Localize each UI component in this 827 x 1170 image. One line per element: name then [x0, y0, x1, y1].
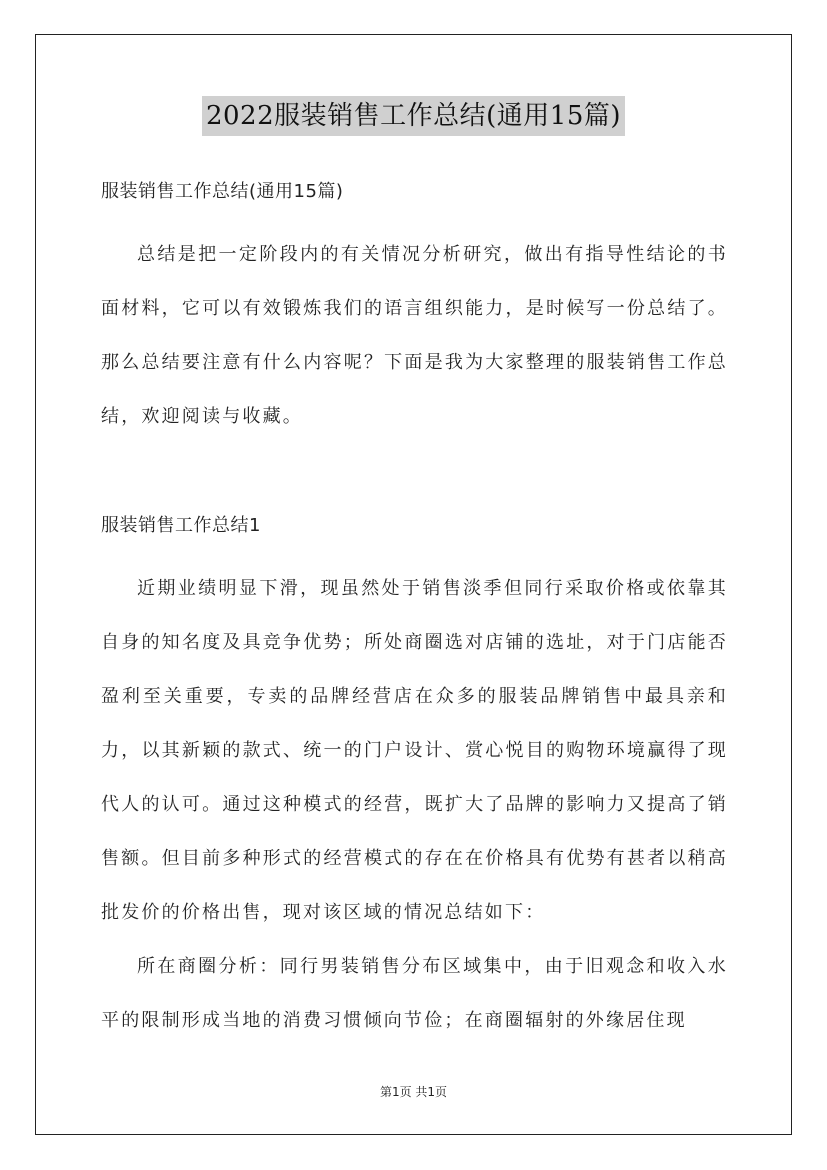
body-paragraph-continued: 所在商圈分析：同行男装销售分布区域集中，由于旧观念和收入水平的限制形成当地的消费习惯倾向节俭；在商圈辐射的外缘居住现	[101, 956, 728, 1031]
body-paragraph: 近期业绩明显下滑，现虽然处于销售淡季但同行采取价格或依靠其自身的知名度及具竞争优势；所处商圈选对店铺的选址，对于门店能否盈利至关重要，专卖的品牌经营店在众多的服装品牌销售中最具亲和力，以其新颖的款式、统一的门户设计、赏心悦目的购物环境赢得了现代人的认可。通过这种模式的经营，既扩大了品牌的影响力又提高了销售额。但目前多种形式的经营模式的存在在价格具有优势有甚者以稍高批发价的价格出售，现对该区域的情况总结如下：	[101, 578, 728, 923]
document-subtitle: 服装销售工作总结(通用15篇)	[101, 181, 344, 202]
intro-paragraph: 总结是把一定阶段内的有关情况分析研究，做出有指导性结论的书面材料，它可以有效锻炼我们的语言组织能力，是时候写一份总结了。那么总结要注意有什么内容呢？下面是我为大家整理的服装销售工作总结，欢迎阅读与收藏。	[101, 244, 728, 427]
document-title: 2022服装销售工作总结(通用15篇)	[202, 96, 625, 136]
title-container	[0, 96, 827, 136]
section-heading: 服装销售工作总结1	[101, 515, 261, 536]
document-body	[101, 174, 728, 1048]
page-number: 第1页 共1页	[379, 1085, 448, 1099]
